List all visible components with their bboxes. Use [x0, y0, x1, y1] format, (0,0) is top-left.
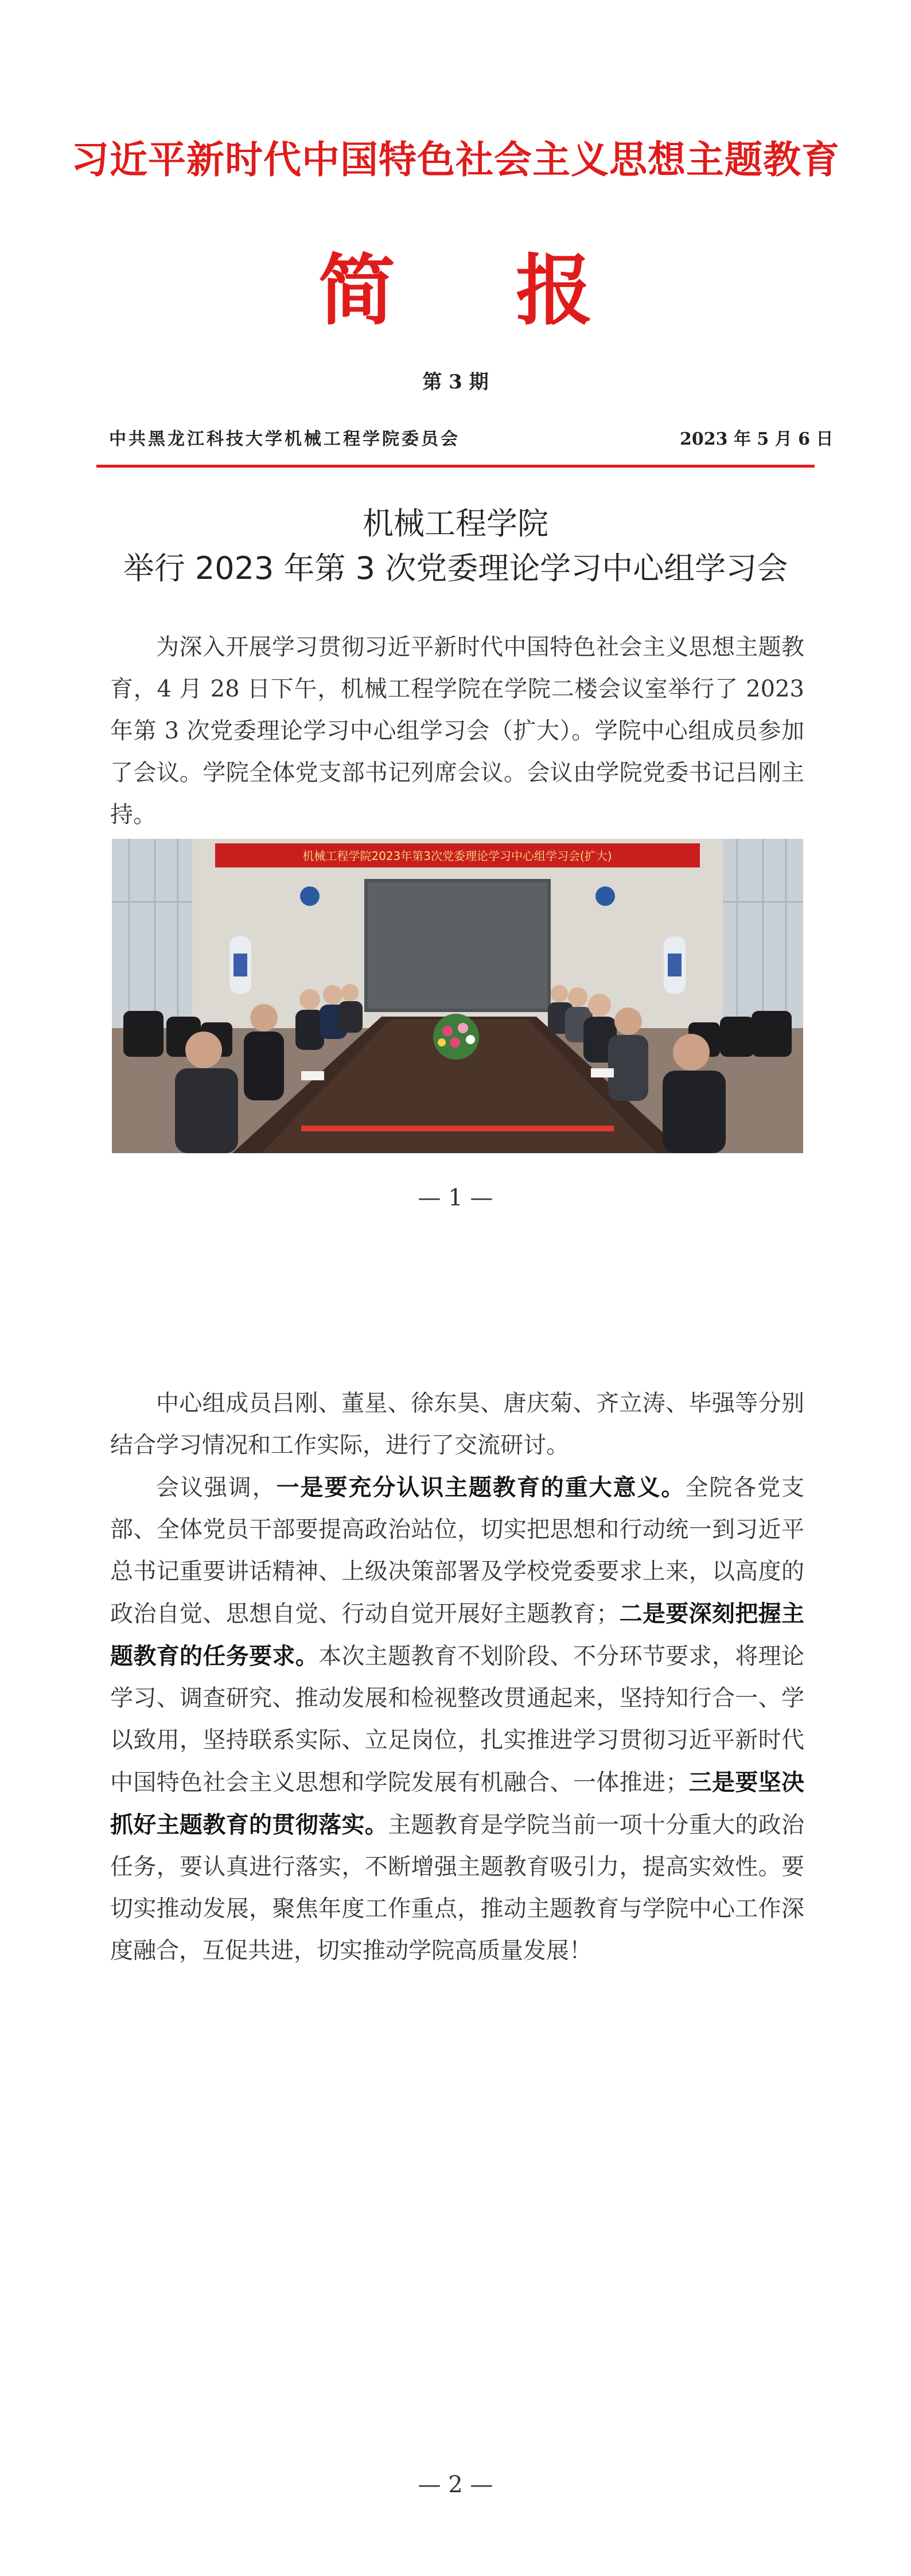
header-divider	[96, 465, 815, 468]
issue-number: 第 3 期	[422, 371, 489, 394]
key-point-3: 三是要坚决抓好主题教育的贯彻落实。	[110, 1769, 805, 1838]
article-title-line-2: 举行 2023 年第 3 次党委理论学习中心组学习会	[123, 550, 788, 586]
key-point-2: 二是要深刻把握主题教育的任务要求。	[110, 1600, 805, 1670]
paragraph-3-text-1: 会议强调，	[156, 1474, 277, 1501]
article-paragraph-2: 中心组成员吕刚、董星、徐东昊、唐庆菊、齐立涛、毕强等分别结合学习情况和工作实际，进行了交流研讨。	[110, 1390, 804, 1458]
article-paragraph-3	[110, 1466, 804, 1972]
article-paragraph-1: 为深入开展学习贯彻习近平新时代中国特色社会主义思想主题教育，4 月 28 日下午，机械工程学院在学院二楼会议室举行了 2023 年第 3 次党委理论学习中心组学习会（扩大）。学院中心组成员参加了会议。学院全体党支部书记列席会议。会议由学院党委书记吕刚主持。	[110, 634, 804, 828]
paragraph-3-text-3: 本次主题教育不划阶段、不分环节要求，将理论学习、调查研究、推动发展和检视整改贯通起来，坚持知行合一、学以致用，坚持联系实际、立足岗位，扎实推进学习贯彻习近平新时代中国特色社会主义思想和学院发展有机融合、一体推进；	[110, 1643, 805, 1796]
page-number-1: — 1 —	[418, 1185, 493, 1211]
issuing-organization: 中共黑龙江科技大学机械工程学院委员会	[109, 429, 460, 449]
bulletin-heading	[0, 246, 911, 336]
meeting-photo	[112, 839, 803, 1153]
paragraph-3-text-4: 主题教育是学院当前一项十分重大的政治任务，要认真进行落实，不断增强主题教育吸引力，提高实效性。要切实推动发展，聚焦年度工作重点，推动主题教育与学院中心工作深度融合，互促共进，切实推动学院高质量发展！	[110, 1812, 805, 1964]
series-title: 习近平新时代中国特色社会主义思想主题教育	[71, 138, 840, 182]
key-point-1: 一是要充分认识主题教育的重大意义。	[276, 1474, 686, 1501]
bulletin-heading-char-1: 简	[318, 246, 395, 336]
page-number-2: — 2 —	[418, 2472, 493, 2498]
issue-date: 2023 年 5 月 6 日	[680, 429, 834, 449]
bulletin-heading-char-2: 报	[516, 246, 593, 336]
photo-banner-text: 机械工程学院2023年第3次党委理论学习中心组学习会(扩大)	[302, 849, 612, 863]
article-title-line-1: 机械工程学院	[363, 505, 548, 542]
paragraph-3-text-2: 全院各党支部、全体党员干部要提高政治站位，切实把思想和行动统一到习近平总书记重要讲话精神、上级决策部署及学校党委要求上来，以高度的政治自觉、思想自觉、行动自觉开展好主题教育；	[110, 1474, 805, 1627]
